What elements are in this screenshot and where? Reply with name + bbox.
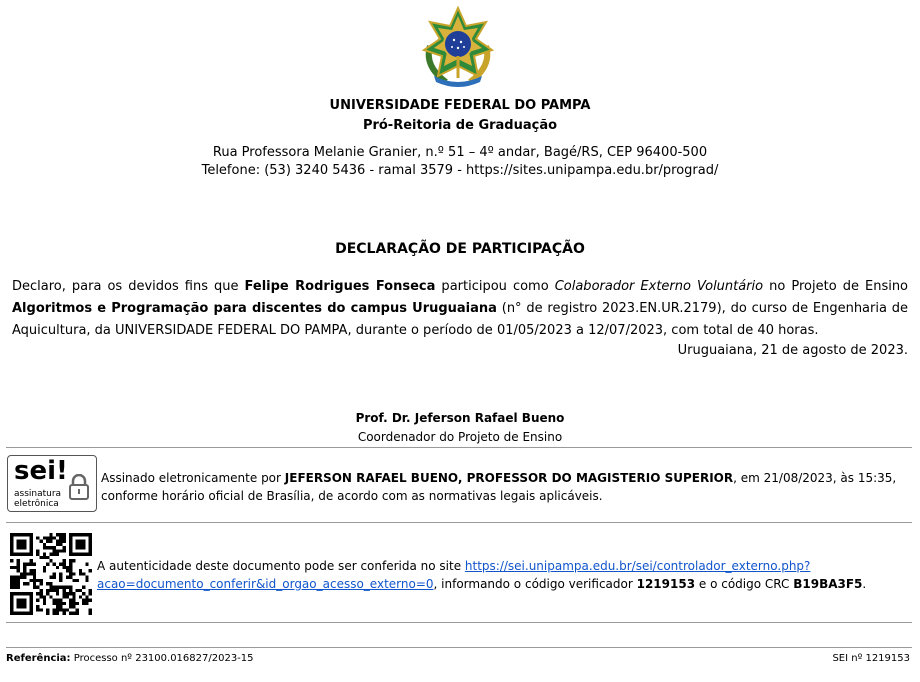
contact-line: Telefone: (53) 3240 5436 - ramal 3579 - https://sites.unipampa.edu.br/prograd/	[201, 163, 719, 178]
declaration-paragraph: Declaro, para os devidos fins que Felipe Rodrigues Fonseca participou como Colaborador Externo Voluntário no Projeto de Ensino Algoritmos e Programação para discentes do campus Uruguaiana (n° de registro 2023.EN.UR.2179), do curso de Engenharia de Aquicultura, da UNIVERSIDADE FEDERAL DO PAMPA, durante o período de 01/05/2023 a 12/07/2023, com total de 40 horas.	[12, 279, 909, 338]
verification-link[interactable]: https://sei.unipampa.edu.br/sei/controlador_externo.php? acao=documento_conferir&id_orgao_acesso_externo=0	[97, 559, 811, 591]
crc-code: B19BA3F5	[793, 577, 863, 591]
university-name: UNIVERSIDADE FEDERAL DO PAMPA	[329, 98, 591, 113]
divider	[6, 647, 912, 648]
participant-role: Colaborador Externo Voluntário	[554, 279, 764, 294]
participant-name: Felipe Rodrigues Fonseca	[244, 279, 436, 294]
place-date: Uruguaiana, 21 de agosto de 2023.	[677, 343, 908, 358]
address-line: Rua Professora Melanie Granier, n.º 51 – 4º andar, Bagé/RS, CEP 96400-500	[212, 145, 708, 160]
department-name: Pró-Reitoria de Graduação	[362, 118, 558, 133]
footer-reference: Referência: Processo nº 23100.016827/2023-15	[6, 653, 254, 664]
signatory-role: Coordenador do Projeto de Ensino	[357, 430, 563, 444]
verifier-code: 1219153	[636, 577, 696, 591]
padlock-icon	[68, 474, 90, 500]
document-title: DECLARAÇÃO DE PARTICIPAÇÃO	[335, 241, 585, 257]
footer-sei-number: SEI nº 1219153	[832, 653, 910, 664]
divider	[6, 447, 912, 448]
brazil-coat-of-arms-icon	[416, 6, 500, 90]
project-name: Algoritmos e Programação para discentes do campus Uruguaiana	[12, 301, 497, 316]
electronic-signature-text: Assinado eletronicamente por JEFERSON RAFAEL BUENO, PROFESSOR DO MAGISTERIO SUPERIOR, em 21/08/2023, às 15:35, conforme horário oficial de Brasília, de acordo com as normativas legais aplicáveis.	[101, 471, 897, 503]
signer-name: JEFERSON RAFAEL BUENO, PROFESSOR DO MAGISTERIO SUPERIOR	[284, 471, 734, 485]
sei-assinatura-eletronica-icon: sei! assinatura eletrônica	[7, 455, 97, 512]
divider	[6, 522, 912, 523]
qr-code-icon	[8, 533, 94, 615]
authenticity-text: A autenticidade deste documento pode ser conferida no site https://sei.unipampa.edu.br/sei/controlador_externo.php? acao=documento_conferir&id_orgao_acesso_externo=0, informando o código verificador 1219153 e o código CRC B19BA3F5.	[97, 559, 867, 591]
divider	[6, 622, 912, 623]
signatory-name: Prof. Dr. Jeferson Rafael Bueno	[355, 411, 565, 425]
